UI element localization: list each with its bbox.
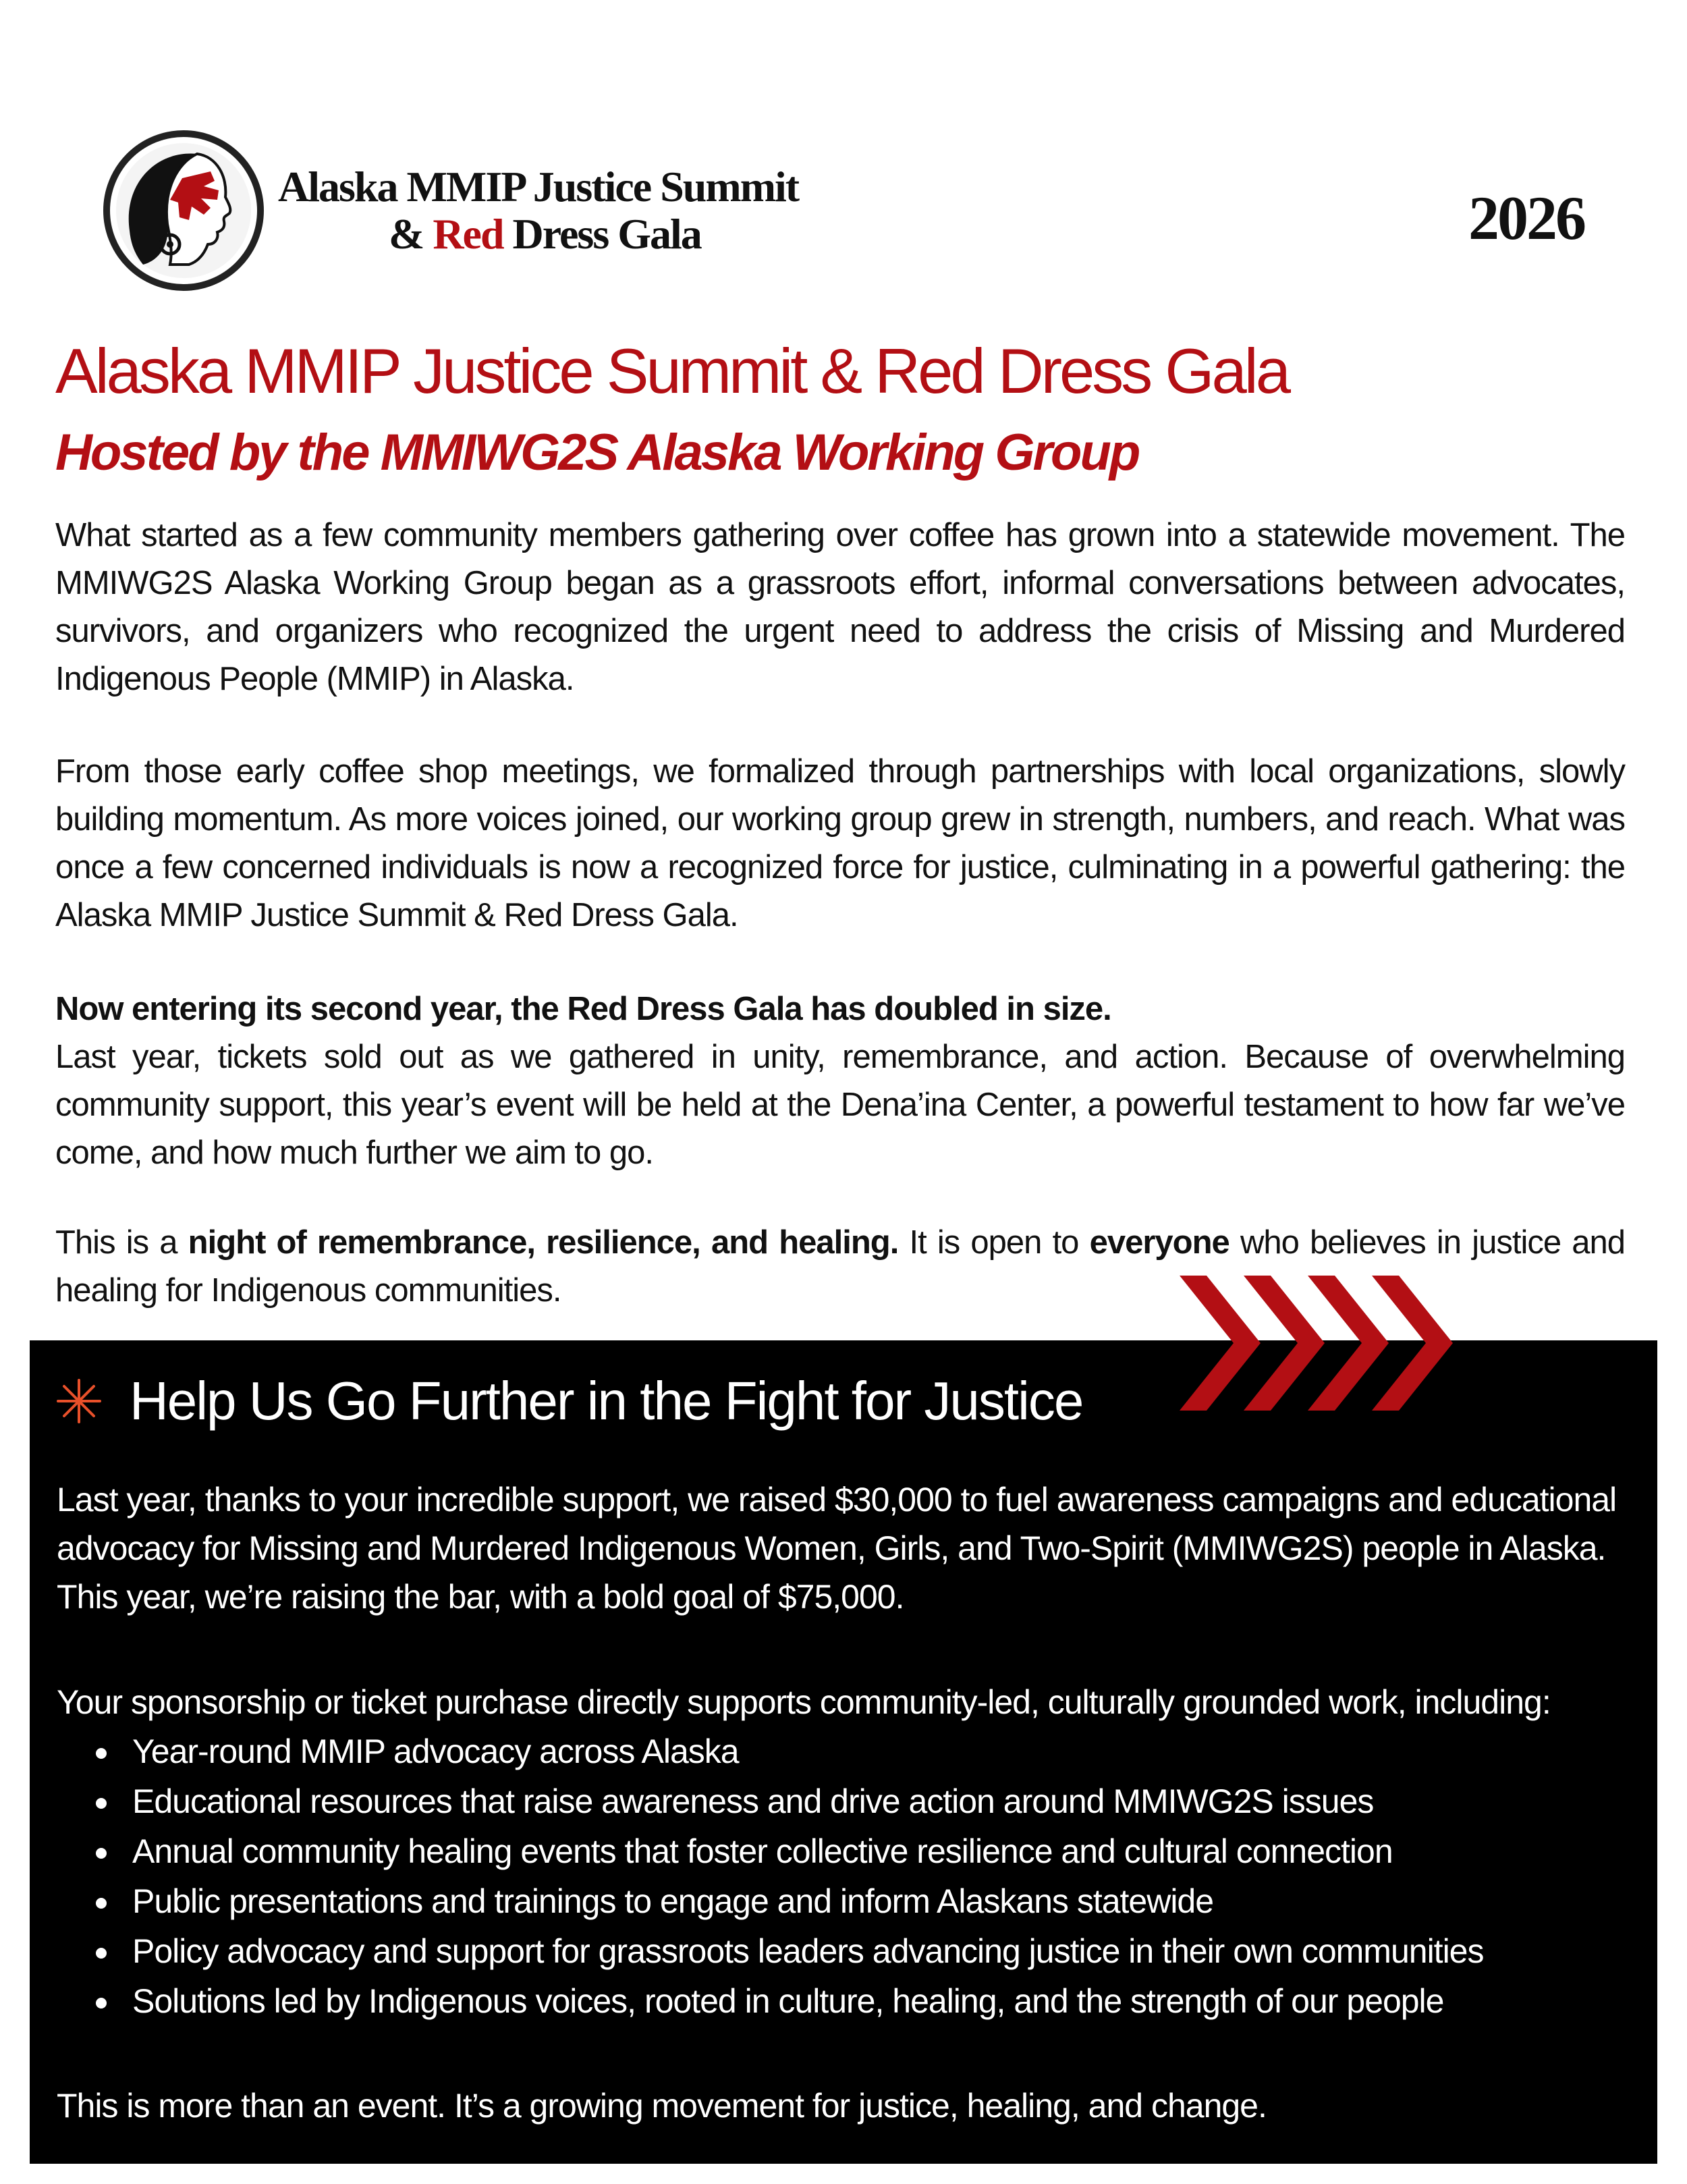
logo-wordmark: [278, 163, 798, 258]
logo-line-2: [278, 211, 798, 258]
page-subtitle: Hosted by the MMIWG2S Alaska Working Group: [55, 424, 1139, 481]
chevron-arrows-icon: [1180, 1276, 1463, 1411]
supports-intro: Your sponsorship or ticket purchase directly supports community-led, culturally grounded work, including:: [57, 1683, 1551, 1721]
second-year-headline: Now entering its second year, the Red Dress Gala has doubled in size.: [55, 991, 1111, 1027]
panel-heading: [55, 1367, 1082, 1435]
list-item: Policy advocacy and support for grassroots leaders advancing justice in their own communities: [57, 1926, 1629, 1976]
history-paragraph: From those early coffee shop meetings, we formalized through partnerships with local organizations, slowly building momentum. As more voices joined, our working group grew in strength, numbers, and reach. What was once a few concerned individuals is now a recognized force for justice, culminating in a powerful gathering: the Alaska MMIP Justice Summit & Red Dress Gala.: [55, 753, 1625, 933]
asterisk-burst-icon: [55, 1377, 103, 1425]
red-hand-portrait-logo-icon: [103, 130, 265, 292]
fundraising-panel: [30, 1340, 1657, 2164]
header-logo: [103, 136, 798, 285]
logo-dress-gala: Dress Gala: [503, 210, 701, 258]
p4-text-c: who believes in justice and healing for Indigenous communities.: [55, 1224, 1625, 1309]
event-year: 2026: [1468, 184, 1584, 252]
list-item: Annual community healing events that foster collective resilience and cultural connection: [57, 1826, 1629, 1876]
list-item: Year-round MMIP advocacy across Alaska: [57, 1726, 1629, 1776]
panel-title: Help Us Go Further in the Fight for Justice: [130, 1371, 1083, 1431]
logo-line-1: Alaska MMIP Justice Summit: [278, 163, 799, 211]
supported-work-list: [57, 1726, 1629, 2026]
list-item: Public presentations and trainings to engage and inform Alaskans statewide: [57, 1876, 1629, 1926]
logo-ampersand: &: [389, 210, 433, 258]
second-year-paragraph: [55, 985, 1625, 1177]
fundraising-goal-paragraph: Last year, thanks to your incredible support, we raised $30,000 to fuel awareness campaigns and educational advocacy for Missing and Murdered Indigenous Women, Girls, and Two-Spirit (MMIWG2S) people in Alaska. This year, we’re raising the bar, with a bold goal of $75,000.: [57, 1481, 1617, 1616]
p4-text-b: It is open to: [898, 1224, 1090, 1261]
closing-statement: This is more than an event. It’s a growing movement for justice, healing, and change.: [57, 2087, 1267, 2125]
list-item: Educational resources that raise awareness and drive action around MMIWG2S issues: [57, 1776, 1629, 1826]
p4-bold-remembrance: night of remembrance, resilience, and healing.: [188, 1224, 899, 1261]
intro-paragraph: What started as a few community members gathering over coffee has grown into a statewide movement. The MMIWG2S Alaska Working Group began as a grassroots effort, informal conversations between advocates, survivors, and organizers who recognized the urgent need to address the crisis of Missing and Murdered Indigenous People (MMIP) in Alaska.: [55, 517, 1625, 697]
second-year-text: Last year, tickets sold out as we gathered in unity, remembrance, and action. Because of overwhelming community support, this year’s event will be held at the Dena’ina Center, a powerful testament to how far we’ve come, and how much further we aim to go.: [55, 1039, 1625, 1171]
logo-red-word: Red: [433, 210, 503, 258]
p4-text-a: This is a: [55, 1224, 188, 1261]
list-item: Solutions led by Indigenous voices, rooted in culture, healing, and the strength of our people: [57, 1976, 1629, 2026]
page-title: Alaska MMIP Justice Summit & Red Dress Gala: [55, 335, 1288, 406]
p4-bold-everyone: everyone: [1089, 1224, 1229, 1261]
